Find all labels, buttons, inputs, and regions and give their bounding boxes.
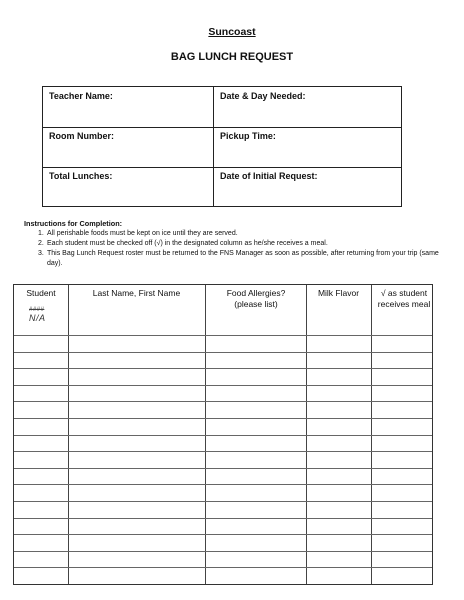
instruction-text: This Bag Lunch Request roster must be returned to the FNS Manager as soon as possible, after returning from your trip (same day). <box>47 250 439 267</box>
handwritten-na-note: #### N/A <box>29 307 46 323</box>
instructions-title: Instructions for Completion: <box>24 219 123 228</box>
instruction-number: 2. <box>38 240 44 247</box>
student-roster-table <box>13 284 433 585</box>
table-row[interactable] <box>14 501 432 502</box>
col-header-student: Student <box>26 288 56 298</box>
row-divider <box>43 127 401 128</box>
table-row[interactable] <box>14 385 432 386</box>
request-info-table <box>42 86 402 207</box>
table-row[interactable] <box>14 352 432 353</box>
col-header-milk-flavor: Milk Flavor <box>317 288 360 298</box>
instruction-text: Each student must be checked off (√) in the designated column as he/she receives a meal. <box>47 240 328 247</box>
table-row[interactable] <box>14 551 432 552</box>
handwritten-na-text: N/A <box>29 313 46 323</box>
instructions-list <box>38 229 448 269</box>
instruction-item <box>38 239 448 249</box>
table-row[interactable] <box>14 418 432 419</box>
row-divider <box>43 167 401 168</box>
teacher-name-field[interactable]: Teacher Name: <box>49 91 113 101</box>
org-title: Suncoast <box>208 26 256 38</box>
instruction-item <box>38 249 448 269</box>
instruction-number: 1. <box>38 230 44 237</box>
table-row[interactable] <box>14 335 432 336</box>
table-row[interactable] <box>14 468 432 469</box>
table-row[interactable] <box>14 484 432 485</box>
table-row[interactable] <box>14 401 432 402</box>
table-row[interactable] <box>14 368 432 369</box>
instruction-item <box>38 229 448 239</box>
date-initial-request-field[interactable]: Date of Initial Request: <box>220 171 318 181</box>
room-number-field[interactable]: Room Number: <box>49 131 114 141</box>
table-row[interactable] <box>14 567 432 568</box>
date-day-needed-field[interactable]: Date & Day Needed: <box>220 91 306 101</box>
col-header-received: √ as student receives meal <box>377 288 431 309</box>
total-lunches-field[interactable]: Total Lunches: <box>49 171 113 181</box>
instruction-number: 3. <box>38 250 44 257</box>
table-row[interactable] <box>14 451 432 452</box>
pickup-time-field[interactable]: Pickup Time: <box>220 131 276 141</box>
table-row[interactable] <box>14 534 432 535</box>
instruction-text: All perishable foods must be kept on ice until they are served. <box>47 230 238 237</box>
form-title: BAG LUNCH REQUEST <box>170 51 294 63</box>
table-row[interactable] <box>14 518 432 519</box>
table-row[interactable] <box>14 435 432 436</box>
column-divider <box>213 87 214 206</box>
col-header-allergies: Food Allergies? (please list) <box>226 288 286 309</box>
col-header-name: Last Name, First Name <box>92 288 181 298</box>
